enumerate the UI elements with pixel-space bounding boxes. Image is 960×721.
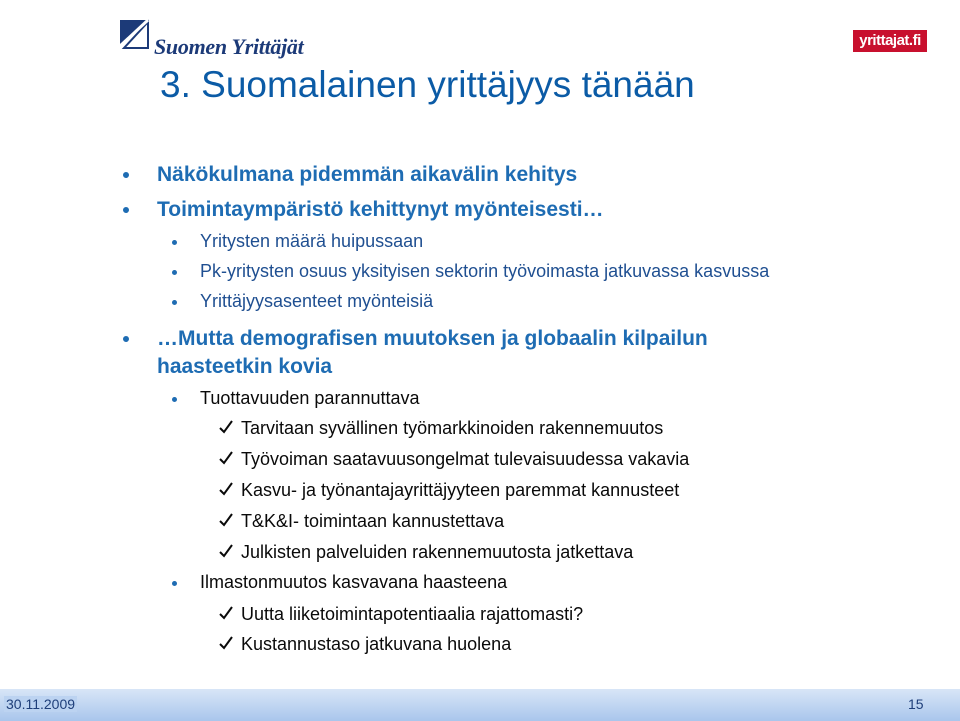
check-item: Kustannustaso jatkuvana huolena <box>241 634 512 654</box>
check-item: Uutta liiketoimintapotentiaalia rajattomasti? <box>241 604 584 624</box>
check-item: Julkisten palveluiden rakennemuutosta jatkettava <box>241 542 634 562</box>
bullet-level1: Toimintaympäristö kehittynyt myönteisesti… <box>157 198 604 221</box>
slide-title: 3. Suomalainen yrittäjyys tänään <box>160 64 695 105</box>
suomen-yrittajat-logo <box>118 14 318 59</box>
check-item: Työvoiman saatavuusongelmat tulevaisuudessa vakavia <box>241 449 690 469</box>
checkmark-icon <box>218 419 234 435</box>
bullet-level2: Ilmastonmuutos kasvavana haasteena <box>200 572 508 592</box>
bullet-level2: Yritysten määrä huipussaan <box>200 231 424 251</box>
checkmark-icon <box>218 512 234 528</box>
checkmark-icon <box>218 635 234 651</box>
checkmark-icon <box>218 481 234 497</box>
logo-text: Suomen Yrittäjät <box>154 34 304 59</box>
bullet-dot-icon <box>123 336 129 342</box>
bullet-dot-icon <box>172 581 177 586</box>
footer-date: 30.11.2009 <box>6 696 76 712</box>
checkmark-icon <box>218 543 234 559</box>
bullet-level1: …Mutta demografisen muutoksen ja globaalin kilpailun <box>157 327 708 350</box>
yrittajat-fi-badge[interactable]: yrittajat.fi <box>853 30 927 52</box>
checkmark-icon <box>218 605 234 621</box>
bullet-level2: Yrittäjyysasenteet myönteisiä <box>200 291 434 311</box>
footer-bar <box>0 689 960 721</box>
bullet-dot-icon <box>172 300 177 305</box>
bullet-dot-icon <box>172 397 177 402</box>
check-item: Kasvu- ja työnantajayrittäjyyteen paremmat kannusteet <box>241 480 680 500</box>
bullet-dot-icon <box>123 207 129 213</box>
bullet-level2: Tuottavuuden parannuttava <box>200 388 420 408</box>
bullet-level1-continuation: haasteetkin kovia <box>157 355 333 378</box>
bullet-dot-icon <box>172 240 177 245</box>
bullet-level2: Pk-yritysten osuus yksityisen sektorin työvoimasta jatkuvassa kasvussa <box>200 261 770 281</box>
check-item: Tarvitaan syvällinen työmarkkinoiden rakennemuutos <box>241 418 664 438</box>
checkmark-icon <box>218 450 234 466</box>
flag-logo-icon <box>118 16 152 50</box>
bullet-dot-icon <box>172 270 177 275</box>
page-number: 15 <box>908 696 924 712</box>
check-item: T&K&I- toimintaan kannustettava <box>241 511 505 531</box>
bullet-dot-icon <box>123 172 129 178</box>
bullet-level1: Näkökulmana pidemmän aikavälin kehitys <box>157 163 578 186</box>
